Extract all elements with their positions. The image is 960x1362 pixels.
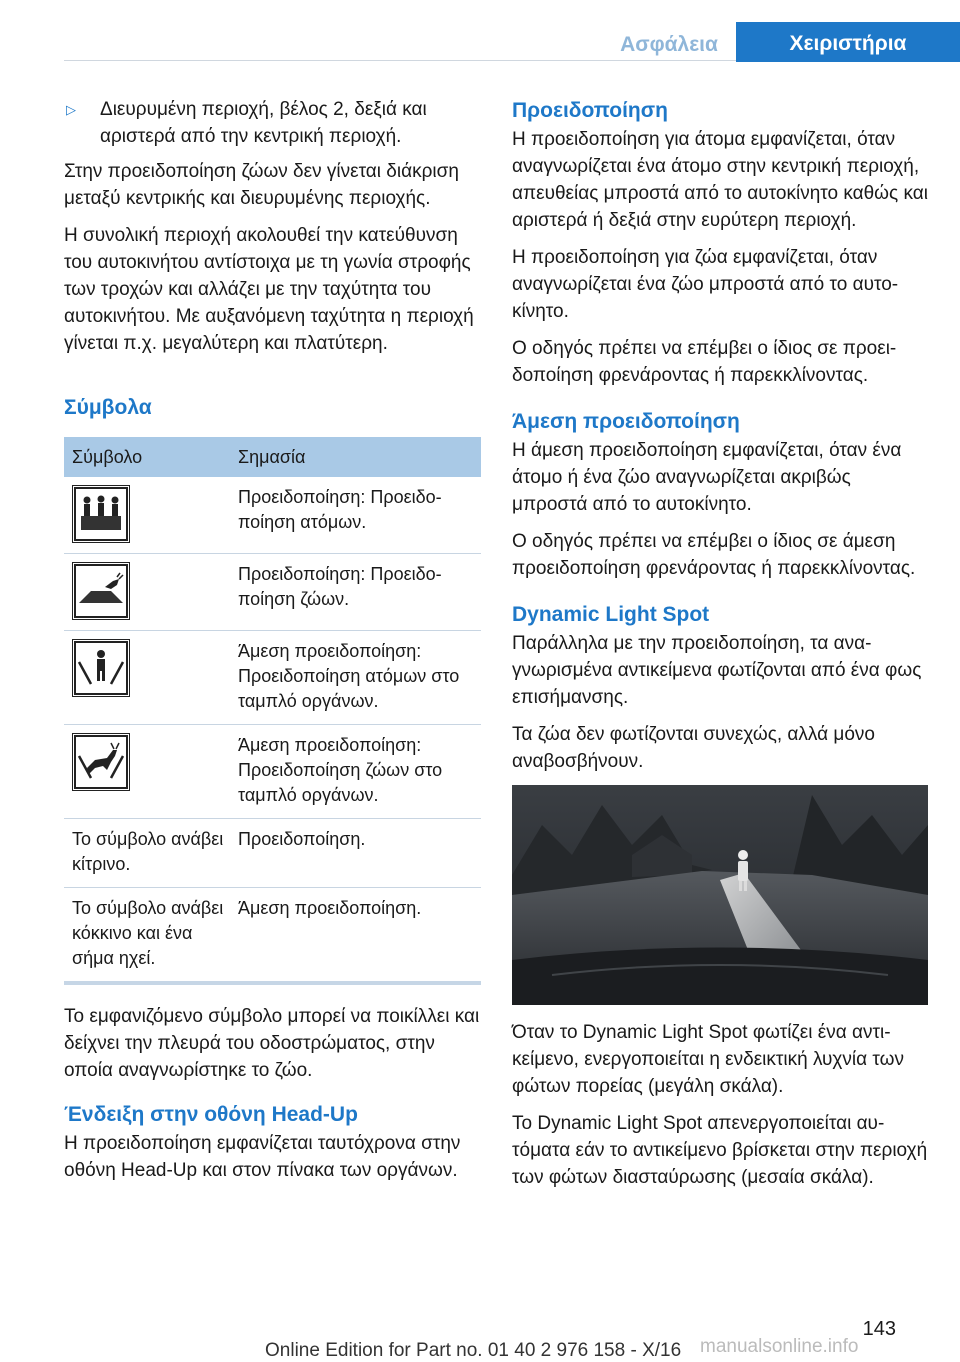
table-cell-meaning: Προειδοποίηση: Προειδοποίηση ζώων. <box>230 554 481 631</box>
paragraph: Η προειδοποίηση εμφανίζεται ταυτόχρονα στην οθόνη Head-Up και στον πίνακα των οργάνων. <box>64 1133 461 1181</box>
paragraph: Παράλληλα με την προειδοποίηση, τα αναγνωρισμένα αντικείμενα φωτίζονται από ένα φως επισήμανσης. <box>512 633 922 708</box>
deer-acute-warning-icon <box>72 733 130 791</box>
table-cell-meaning: Άμεση προειδοποίηση: Προειδοποίηση ατόμων στο ταμπλό οργάνων. <box>230 631 481 725</box>
paragraph: Ο οδηγός πρέπει να επέμβει ο ίδιος σε άμεση προειδοποίηση φρενάροντας ή παρεκκλίνοντας. <box>512 531 916 579</box>
page-number: 143 <box>862 1318 896 1340</box>
section-tab-controls[interactable]: Χειριστήρια <box>736 22 960 62</box>
paragraph: Ο οδηγός πρέπει να επέμβει ο ίδιος σε προειδοποίηση φρενάροντας ή παρεκκλίνοντας. <box>512 338 897 386</box>
table-row <box>64 477 481 554</box>
pedestrian-acute-warning-icon <box>72 639 130 697</box>
bullet-item <box>64 96 481 150</box>
symbols-heading: Σύμβολα <box>64 396 152 419</box>
table-cell-symbol: Το σύμβολο ανάβει κίτρινο. <box>64 819 230 888</box>
paragraph: Η άμεση προειδοποίηση εμφανίζεται, όταν ένα άτομο ή ένα ζώο αναγνωρίζεται ακριβώς μπροστά από το αυτοκίνητο. <box>512 440 902 515</box>
watermark: manualsonline.info <box>700 1336 859 1357</box>
acute-warning-heading: Άμεση προειδοποίηση <box>512 410 740 433</box>
warning-heading: Προειδοποίηση <box>512 99 668 122</box>
table-bottom-rule <box>64 981 481 985</box>
dynamic-light-spot-photo <box>512 785 928 1005</box>
table-header-meaning: Σημασία <box>230 437 481 477</box>
table-header-row <box>64 437 481 477</box>
paragraph: Όταν το Dynamic Light Spot φωτίζει ένα αντικείμενο, ενεργοποιείται η ενδεικτική λυχνία των φώτων πορείας (μεγάλη σκάλα). <box>512 1022 904 1097</box>
pedestrians-warning-icon <box>72 485 130 543</box>
symbols-table <box>64 437 481 981</box>
table-cell-meaning: Άμεση προειδοποίηση: Προειδοποίηση ζώων στο ταμπλό οργάνων. <box>230 725 481 819</box>
paragraph: Το εμφανιζόμενο σύμβολο μπορεί να ποικίλλει και δείχνει την πλευρά του οδοστρώματος, στην οποία αναγνωρίστηκε το ζώο. <box>64 1006 480 1081</box>
paragraph: Η προειδοποίηση για άτομα εμφανίζεται, όταν αναγνωρίζεται ένα άτομο στην κεντρική περιοχή, απευθείας μπροστά από το αυτοκίνητο καθώς και αριστερά ή δεξιά στην ευρύτερη περιοχή. <box>512 129 928 231</box>
table-row <box>64 725 481 819</box>
paragraph: Η προειδοποίηση για ζώα εμφανίζεται, όταν αναγνωρίζεται ένα ζώο μπροστά από το αυτοκίνητο. <box>512 247 899 322</box>
paragraph: Στην προειδοποίηση ζώων δεν γίνεται διάκριση μεταξύ κεντρικής και διευρυμένης περιοχής. <box>64 161 459 209</box>
paragraph: Η συνολική περιοχή ακολουθεί την κατεύθυνση του αυτοκινήτου αντίστοιχα με τη γωνία στροφής των τροχών και αλλάζει με την ταχύτητα του αυτοκινήτου. Με αυξανόμενη ταχύτητα η περιοχή γίνεται π.χ. μεγαλύτερη και πλατύτερη. <box>64 225 474 354</box>
table-row <box>64 554 481 631</box>
left-column <box>64 96 481 1194</box>
bullet-text: Διευρυμένη περιοχή, βέλος 2, δεξιά και αριστερά από την κεντρική περιοχή. <box>100 99 427 147</box>
edition-text: Online Edition for Part no. 01 40 2 976 158 - X/16 <box>265 1340 682 1361</box>
dynamic-light-spot-heading: Dynamic Light Spot <box>512 603 710 626</box>
table-row <box>64 631 481 725</box>
table-cell-symbol: Το σύμβολο ανάβει κόκκινο και ένα σήμα ηχεί. <box>72 898 224 968</box>
table-row <box>64 888 481 982</box>
table-cell-meaning: Προειδοποίηση. <box>230 819 481 888</box>
paragraph: Τα ζώα δεν φωτίζονται συνεχώς, αλλά μόνο αναβοσβήνουν. <box>512 724 875 772</box>
table-row <box>64 819 481 888</box>
table-cell-meaning: Άμεση προειδοποίηση. <box>238 898 422 918</box>
table-header-symbol: Σύμβολο <box>64 437 230 477</box>
section-tab-safety[interactable]: Ασφάλεια <box>620 33 718 56</box>
paragraph: Το Dynamic Light Spot απενεργοποιείται αυτόματα εάν το αντικείμενο βρίσκεται στην περιοχή των φώτων διασταύρωσης (μεσαία σκάλα). <box>512 1113 928 1188</box>
triangle-bullet-icon: ▷ <box>66 102 76 117</box>
table-cell-meaning: Προειδοποίηση: Προειδοποίηση ατόμων. <box>230 477 481 554</box>
animal-warning-icon <box>72 562 130 620</box>
hud-heading: Ένδειξη στην οθόνη Head-Up <box>64 1103 358 1126</box>
right-column <box>512 96 928 1201</box>
